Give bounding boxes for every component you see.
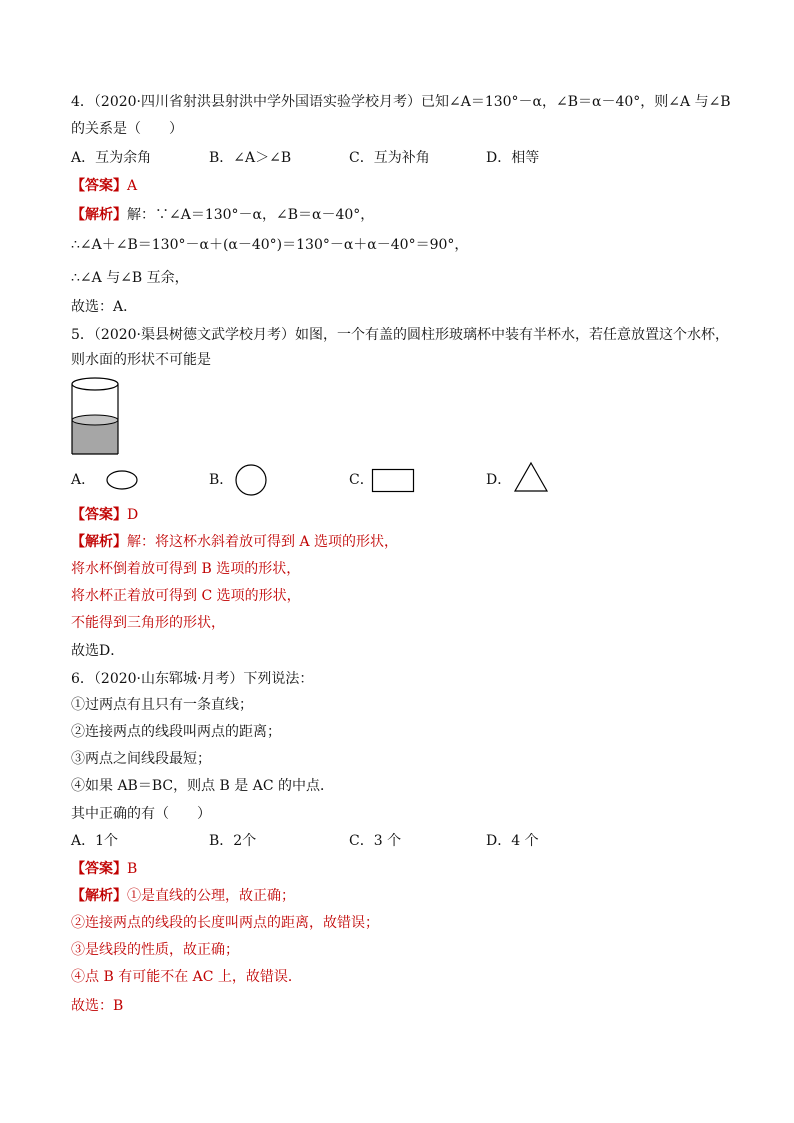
answer-value: B (127, 861, 138, 877)
q6-statement-2: ②连接两点的线段叫两点的距离； (71, 724, 281, 740)
answer-tag: 【答案】 (71, 178, 127, 194)
cup-lid (72, 378, 118, 390)
q4-analysis-line-3: ∴∠A 与∠B 互余， (71, 270, 189, 286)
q5-option-d: D． (486, 472, 512, 488)
q4-analysis-line-2: ∴∠A＋∠B＝130°－α＋(α－40°)＝130°－α＋α－40°＝90°， (71, 237, 469, 253)
q5-answer (71, 505, 138, 525)
ellipse-icon (105, 469, 139, 491)
answer-value: D (127, 507, 139, 523)
triangle-icon (513, 461, 549, 493)
cylinder-cup-figure (71, 376, 121, 456)
analysis-tag: 【解析】 (71, 534, 127, 550)
q4-stem-line-1: 4．（2020·四川省射洪县射洪中学外国语实验学校月考）已知∠A＝130°－α，∠B＝α－40°，则∠A 与∠B (71, 94, 731, 110)
answer-tag: 【答案】 (71, 861, 127, 877)
q6-analysis-line-5: 故选：B (71, 998, 124, 1014)
analysis-text: ①是直线的公理，故正确； (127, 888, 295, 904)
q6-analysis-line-2: ②连接两点的线段的长度叫两点的距离，故错误； (71, 915, 379, 931)
q6-question: 其中正确的有（ ） (71, 806, 211, 822)
q6-option-c: C．3 个 (349, 833, 402, 849)
q4-answer (71, 176, 137, 196)
q6-analysis-line-3: ③是线段的性质，故正确； (71, 942, 239, 958)
analysis-tag: 【解析】 (71, 207, 127, 223)
water-surface (72, 415, 118, 425)
q6-option-d: D．4 个 (486, 833, 539, 849)
analysis-text: 解：将这杯水斜着放可得到 A 选项的形状， (127, 534, 399, 550)
q5-analysis-line-5: 故选D． (71, 643, 125, 659)
q6-analysis-line-1 (71, 886, 295, 906)
answer-value: A (127, 178, 138, 194)
answer-tag: 【答案】 (71, 507, 127, 523)
q4-analysis-line-1 (71, 205, 374, 225)
q4-option-a: A．互为余角 (71, 150, 152, 166)
q4-stem-line-2: 的关系是（ ） (71, 121, 183, 137)
q5-stem-line-1: 5．（2020·渠县树德文武学校月考）如图，一个有盖的圆柱形玻璃杯中装有半杯水，若任意放置这个水杯， (71, 327, 729, 343)
analysis-tag: 【解析】 (71, 888, 127, 904)
q5-option-a: A． (71, 472, 96, 488)
q4-option-b: B．∠A＞∠B (209, 150, 292, 166)
q5-analysis-line-3: 将水杯正着放可得到 C 选项的形状， (71, 588, 301, 604)
q5-analysis-line-2: 将水杯倒着放可得到 B 选项的形状， (71, 561, 301, 577)
q6-analysis-line-4: ④点 B 有可能不在 AC 上，故错误． (71, 969, 302, 985)
q6-statement-4: ④如果 AB＝BC，则点 B 是 AC 的中点． (71, 778, 335, 794)
q5-analysis-line-4: 不能得到三角形的形状， (71, 615, 225, 631)
circle-icon (234, 463, 268, 497)
q6-option-b: B．2个 (209, 833, 257, 849)
q5-stem-line-2: 则水面的形状不可能是 (71, 352, 211, 368)
q5-option-c: C． (349, 472, 374, 488)
analysis-text: 解：∵∠A＝130°－α，∠B＝α－40°， (127, 207, 375, 223)
q6-statement-3: ③两点之间线段最短； (71, 751, 211, 767)
q4-option-c: C．互为补角 (349, 150, 430, 166)
q6-statement-1: ①过两点有且只有一条直线； (71, 697, 253, 713)
q5-analysis-line-1 (71, 532, 398, 552)
q6-answer (71, 859, 137, 879)
q4-option-d: D．相等 (486, 150, 540, 166)
q4-analysis-line-4: 故选：A． (71, 299, 138, 315)
q5-option-b: B． (209, 472, 234, 488)
rectangle-icon (371, 468, 416, 494)
q6-option-a: A．1个 (71, 833, 119, 849)
q6-stem: 6．（2020·山东郓城·月考）下列说法： (71, 671, 314, 687)
